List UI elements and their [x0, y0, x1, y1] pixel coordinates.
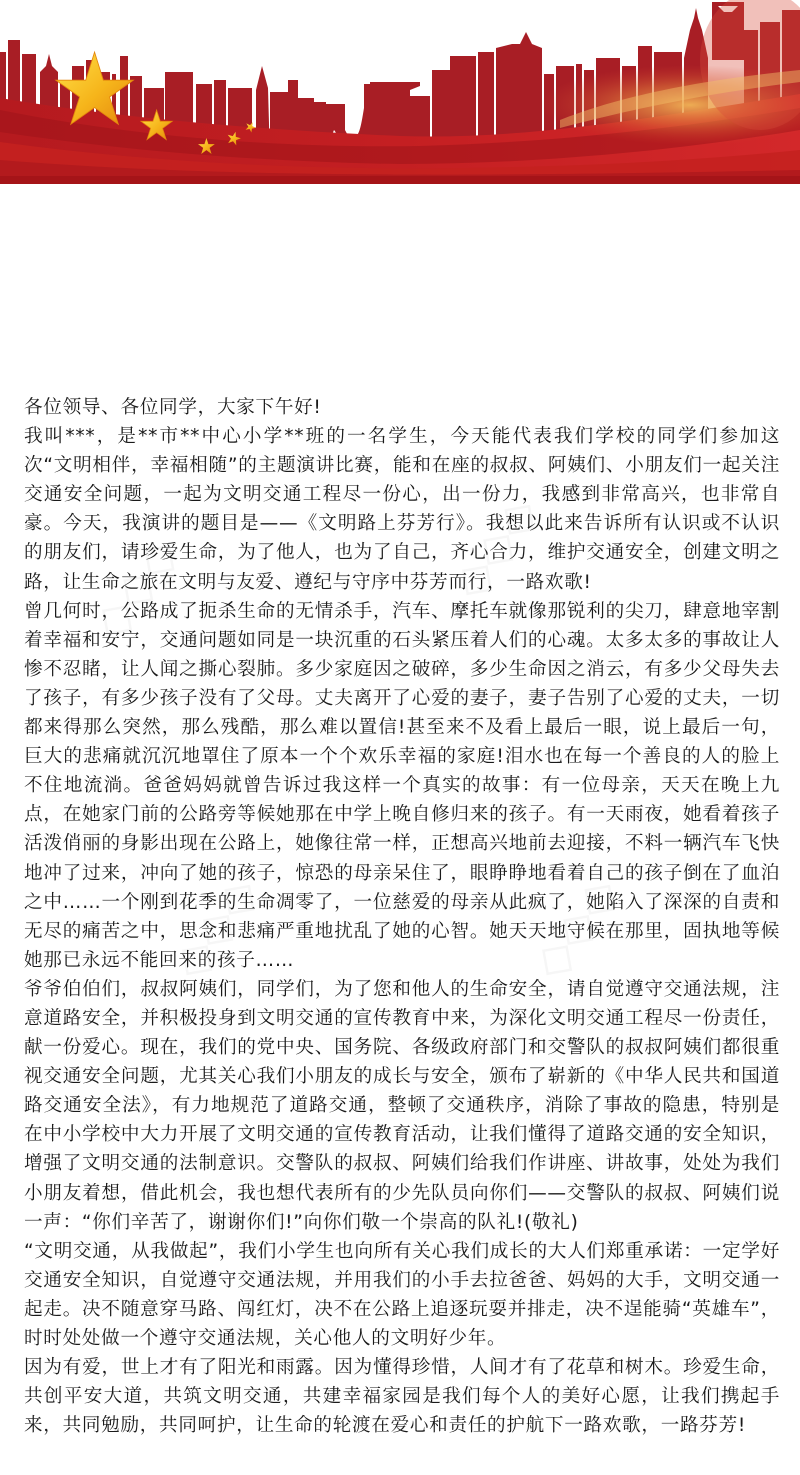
- story-paragraph: 曾几何时，公路成了扼杀生命的无情杀手，汽车、摩托车就像那锐利的尖刀，肆意地宰割着幸福和安宁，交通问题如同是一块沉重的石头紧压着人们的心魂。太多太多的事故让人惨不忍睹，让人闻之撕心裂肺。多少家庭因之破碎，多少生命因之消云，有多少父母失去了孩子，有多少孩子没有了父母。丈夫离开了心爱的妻子，妻子告别了心爱的丈夫，一切都来得那么突然，那么残酷，那么难以置信!甚至来不及看上最后一眼，说上最后一句，巨大的悲痛就沉沉地罩住了原本一个个欢乐幸福的家庭!泪水也在每一个善良的人的脸上不住地流淌。爸爸妈妈就曾告诉过我这样一个真实的故事：有一位母亲，天天在晚上九点，在她家门前的公路旁等候她那在中学上晚自修归来的孩子。有一天雨夜，她看着孩子活泼俏丽的身影出现在公路上，她像往常一样，正想高兴地前去迎接，不料一辆汽车飞快地冲了过来，冲向了她的孩子，惊恐的母亲呆住了，眼睁睁地看着自己的孩子倒在了血泊之中……一个刚到花季的生命凋零了，一位慈爱的母亲从此疯了，她陷入了深深的自责和无尽的痛苦之中，思念和悲痛严重地扰乱了她的心智。她天天地守候在那里，固执地等候她那已永远不能回来的孩子……: [24, 600, 780, 971]
- pledge-paragraph: “文明交通，从我做起”，我们小学生也向所有关心我们成长的大人们郑重承诺：一定学好交通安全知识，自觉遵守交通法规，并用我们的小手去拉爸爸、妈妈的大手，文明交通一起走。决不随意穿马路、闯红灯，决不在公路上追逐玩耍并排走，决不逞能骑“英雄车”，时时处处做一个遵守交通法规，关心他人的文明好少年。: [24, 1240, 780, 1349]
- speech-document: [24, 393, 780, 1440]
- closing-paragraph: 因为有爱，世上才有了阳光和雨露。因为懂得珍惜，人间才有了花草和树木。珍爱生命，共创平安大道，共筑文明交通，共建幸福家园是我们每个人的美好心愿，让我们携起手来，共同勉励，共同呵护，让生命的轮渡在爱心和责任的护航下一路欢歌，一路芬芳!: [24, 1357, 780, 1437]
- appeal-paragraph: 爷爷伯伯们，叔叔阿姨们，同学们，为了您和他人的生命安全，请自觉遵守交通法规，注意道路安全，并积极投身到文明交通的宣传教育中来，为深化文明交通工程尽一份责任，献一份爱心。现在，我们的党中央、国务院、各级政府部门和交警队的叔叔阿姨们都很重视交通安全问题，尤其关心我们小朋友的成长与安全，颁布了崭新的《中华人民共和国道路交通安全法》，有力地规范了道路交通，整顿了交通秩序，消除了事故的隐患，特别是在中小学校中大力开展了文明交通的宣传教育活动，让我们懂得了道路交通的安全知识，增强了文明交通的法制意识。交警队的叔叔、阿姨们给我们作讲座、讲故事，处处为我们小朋友着想，借此机会，我也想代表所有的少先队员向你们——交警队的叔叔、阿姨们说一声：“你们辛苦了，谢谢你们!”向你们敬一个崇高的队礼!(敬礼): [24, 978, 780, 1233]
- introduction-paragraph: 我叫***，是**市**中心小学**班的一名学生，今天能代表我们学校的同学们参加这次“文明相伴，幸福相随”的主题演讲比赛，能和在座的叔叔、阿姨们、小朋友们一起关注交通安全问题，一起为文明交通工程尽一份心，出一份力，我感到非常高兴，也非常自豪。今天，我演讲的题目是——《文明路上芬芳行》。我想以此来告诉所有认识或不认识的朋友们，请珍爱生命，为了他人，也为了自己，齐心合力，维护交通安全，创建文明之路，让生命之旅在文明与友爱、遵纪与守序中芬芳而行，一路欢歌!: [24, 426, 780, 593]
- greeting-paragraph: 各位领导、各位同学，大家下午好!: [24, 397, 322, 418]
- skyline-banner-graphic: [0, 0, 800, 184]
- header-banner: [0, 0, 800, 184]
